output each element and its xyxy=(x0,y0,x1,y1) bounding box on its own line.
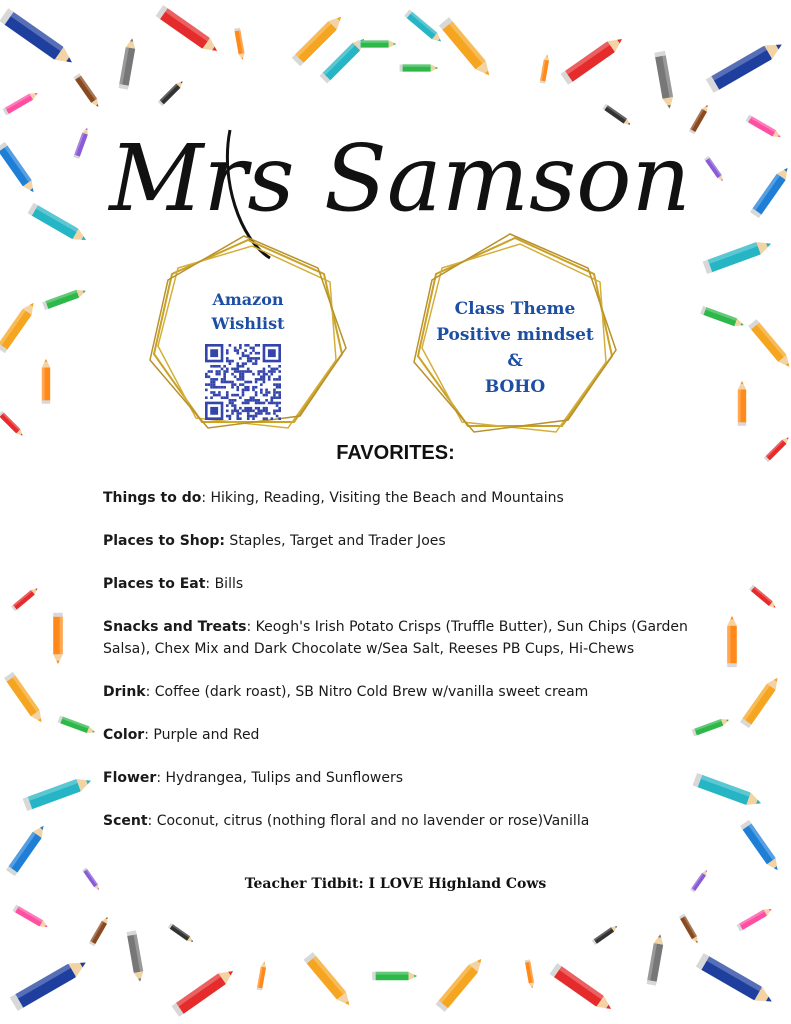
class-theme-badge xyxy=(410,230,620,440)
pencil-icon xyxy=(740,675,782,728)
favorite-value: Keogh's Irish Potato Crisps (Truffle Butter), Sun Chips (Garden Salsa), Chex Mix and Dark Chocolate w/Sea Salt, Reeses PB Cups, Hi-Chews xyxy=(103,619,688,657)
pencil-icon xyxy=(42,359,50,404)
pencil-icon xyxy=(696,953,776,1008)
wishlist-line2: Wishlist xyxy=(211,314,285,333)
wishlist-line1: Amazon xyxy=(212,290,284,309)
list-item: Places to Eat: Bills xyxy=(103,576,244,592)
pencil-icon xyxy=(13,905,50,930)
favorite-label: Places to Eat xyxy=(103,576,206,592)
qr-code-icon[interactable] xyxy=(205,344,281,420)
wishlist-badge xyxy=(148,232,348,437)
pencil-icon xyxy=(692,716,731,736)
pencil-icon xyxy=(11,586,39,611)
pencil-icon xyxy=(750,165,791,218)
pencil-icon xyxy=(0,411,25,438)
favorite-value: Hiking, Reading, Visiting the Beach and Mountains xyxy=(206,490,564,506)
theme-line3: & xyxy=(507,351,523,371)
pencil-icon xyxy=(0,142,38,195)
pencil-icon xyxy=(58,716,97,736)
pencil-icon xyxy=(525,959,535,988)
pencil-icon xyxy=(737,906,774,931)
pencil-icon xyxy=(42,287,87,310)
pencil-icon xyxy=(693,773,764,809)
pencil-icon xyxy=(372,972,417,980)
pencil-icon xyxy=(358,40,396,47)
pencil-icon xyxy=(439,17,494,79)
pencil-icon xyxy=(23,775,94,811)
favorite-value: Bills xyxy=(210,576,244,592)
class-theme-text xyxy=(410,296,620,400)
list-item: Flower: Hydrangea, Tulips and Sunflowers xyxy=(103,770,404,786)
favorite-value: Staples, Target and Trader Joes xyxy=(224,533,446,549)
pencil-icon xyxy=(706,38,786,93)
pencil-icon xyxy=(738,381,746,426)
pencil-icon xyxy=(172,966,237,1017)
pencil-icon xyxy=(234,28,245,61)
favorite-value: Hydrangea, Tulips and Sunflowers xyxy=(161,770,404,786)
favorite-label: Flower xyxy=(103,770,157,786)
favorite-label: Things to do xyxy=(103,490,202,506)
theme-line1: Class Theme xyxy=(454,299,576,319)
pencil-icon xyxy=(561,34,626,85)
pencil-icon xyxy=(436,955,486,1012)
list-item: Snacks and Treats: Keogh's Irish Potato Crisps (Truffle Butter), Sun Chips (Garden Salsa), Chex Mix and Dark Chocolate w/Sea Salt, Reeses PB Cups, Hi-Chews xyxy=(103,619,688,657)
pencil-icon xyxy=(0,300,38,353)
pencil-icon xyxy=(257,961,267,990)
favorites-list xyxy=(103,487,688,853)
pencil-icon xyxy=(28,203,89,245)
teacher-tidbit: Teacher Tidbit: I LOVE Highland Cows xyxy=(244,876,547,892)
pencil-icon xyxy=(749,585,777,610)
pencil-icon xyxy=(703,238,774,274)
favorite-label: Drink xyxy=(103,684,146,700)
pencil-icon xyxy=(6,823,48,876)
pencil-icon xyxy=(3,90,40,115)
favorite-label: Snacks and Treats xyxy=(103,619,247,635)
teacher-name: Mrs Samson xyxy=(109,125,691,232)
pencil-icon xyxy=(592,924,619,945)
pencil-icon xyxy=(727,616,737,667)
pencil-icon xyxy=(654,51,675,110)
favorites-heading: FAVORITES: xyxy=(336,442,455,464)
pencil-icon xyxy=(689,104,710,135)
favorite-label: Scent xyxy=(103,813,148,829)
wishlist-label xyxy=(148,288,348,336)
favorite-value: Coffee (dark roast), SB Nitro Cold Brew w/vanilla sweet cream xyxy=(150,684,589,700)
pencil-icon xyxy=(647,934,665,986)
theme-line4: BOHO xyxy=(484,377,546,397)
pencil-icon xyxy=(10,956,90,1011)
pencil-icon xyxy=(740,820,782,873)
pencil-icon xyxy=(400,64,438,71)
pencil-icon xyxy=(404,9,444,44)
pencil-icon xyxy=(748,319,791,370)
pencil-icon xyxy=(156,5,221,56)
favorite-label: Color xyxy=(103,727,145,743)
pencil-icon xyxy=(550,963,615,1014)
theme-line2: Positive mindset xyxy=(436,325,594,345)
pencil-icon xyxy=(679,914,700,945)
pencil-icon xyxy=(119,38,137,90)
pencil-icon xyxy=(746,115,783,140)
pencil-icon xyxy=(4,672,46,725)
pencil-icon xyxy=(700,306,745,329)
favorite-label: Places to Shop: xyxy=(103,533,225,549)
list-item: Scent: Coconut, citrus (nothing floral and no lavender or rose)Vanilla xyxy=(103,813,590,829)
list-item xyxy=(103,530,688,552)
favorite-value: Purple and Red xyxy=(148,727,260,743)
list-item: Things to do: Hiking, Reading, Visiting the Beach and Mountains xyxy=(103,490,564,506)
pencil-icon xyxy=(704,156,725,183)
pencil-icon xyxy=(53,613,63,664)
list-item: Drink: Coffee (dark roast), SB Nitro Cold Brew w/vanilla sweet cream xyxy=(103,684,589,700)
pencil-icon xyxy=(0,8,76,69)
pencil-icon xyxy=(73,127,90,159)
pencil-icon xyxy=(73,73,101,109)
pencil-icon xyxy=(168,923,195,944)
pencil-icon xyxy=(304,952,354,1009)
list-item: Color: Purple and Red xyxy=(103,727,260,743)
favorite-value: Coconut, citrus (nothing floral and no lavender or rose)Vanilla xyxy=(152,813,590,829)
pencil-icon xyxy=(540,54,550,83)
pencil-icon xyxy=(89,916,110,947)
pencil-icon xyxy=(127,930,145,982)
